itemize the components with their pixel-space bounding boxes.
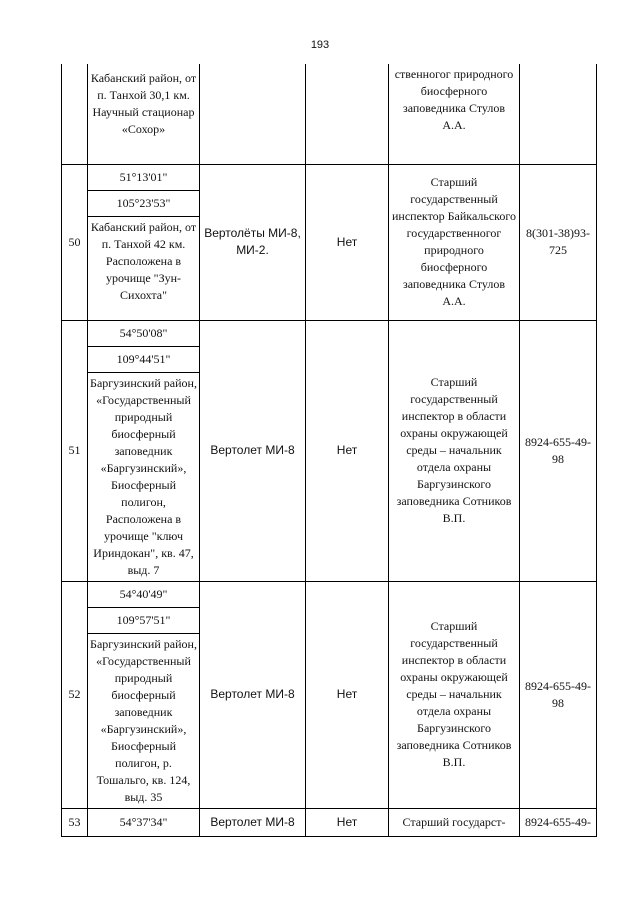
phone-cell: 8924-655-49-98 [520,581,597,808]
row-number [62,64,88,164]
table-row [62,581,597,808]
coordinates-cell [88,581,200,808]
row-number: 51 [62,320,88,581]
longitude: 109°57'51" [88,608,199,634]
phone-cell: 8924-655-49-98 [520,320,597,581]
longitude: 109°44'51" [88,347,199,373]
contact-cell: Старший государственный инспектор в области охраны окружающей среды – начальник отдела охраны Баргузинского заповедника Сотников В.П. [389,581,520,808]
restrictions-cell: Нет [306,808,389,836]
longitude: 105°23'53" [88,191,199,217]
contact-cell: ственногог природного биосферного заповедника Стулов А.А. [389,64,520,164]
location-text: Кабанский район, от п. Танхой 42 км. Расположена в урочище "Зун-Сихохта" [90,219,197,302]
restrictions-cell: Нет [306,581,389,808]
location-text: Кабанский район, от п. Танхой 30,1 км. Научный стационар «Сохор» [90,71,197,136]
table-row [62,808,597,836]
row-number: 53 [62,808,88,836]
location-text: Баргузинский район, «Государственный природный биосферный заповедник «Баргузинский», Биосферный полигон, р. Тошальго, кв. 124, выд. 35 [90,636,197,804]
restrictions-cell: Нет [306,164,389,320]
heliport-table [61,64,597,837]
row-number: 52 [62,581,88,808]
latitude: 54°37'34" [119,814,168,829]
contact-cell: Старший государственный инспектор Байкальского государственногог природного биосферного заповедника Стулов А.А. [389,164,520,320]
restrictions-cell: Нет [306,320,389,581]
contact-cell: Старший государст- [389,808,520,836]
coordinates-cell [88,164,200,320]
transport-cell: Вертолет МИ-8 [200,808,306,836]
restrictions-cell [306,64,389,164]
latitude: 51°13'01" [88,165,199,191]
transport-cell: Вертолёты МИ-8, МИ-2. [200,164,306,320]
transport-cell: Вертолет МИ-8 [200,320,306,581]
page-number: 193 [310,39,330,51]
table-row [62,320,597,581]
location-text: Баргузинский район, «Государственный природный биосферный заповедник «Баргузинский», Биосферный полигон, Расположена в урочище "ключ Ириндокан", кв. 47, выд. 7 [90,375,197,577]
phone-cell: 8924-655-49- [520,808,597,836]
coordinates-cell [88,64,200,164]
latitude: 54°40'49" [88,582,199,608]
latitude: 54°50'08" [88,321,199,347]
table-row [62,64,597,164]
transport-cell [200,64,306,164]
transport-cell: Вертолет МИ-8 [200,581,306,808]
row-number: 50 [62,164,88,320]
coordinates-cell [88,808,200,836]
phone-cell [520,64,597,164]
coordinates-cell [88,320,200,581]
phone-cell: 8(301-38)93-725 [520,164,597,320]
table-row [62,164,597,320]
contact-cell: Старший государственный инспектор в области охраны окружающей среды – начальник отдела охраны Баргузинского заповедника Сотников В.П. [389,320,520,581]
